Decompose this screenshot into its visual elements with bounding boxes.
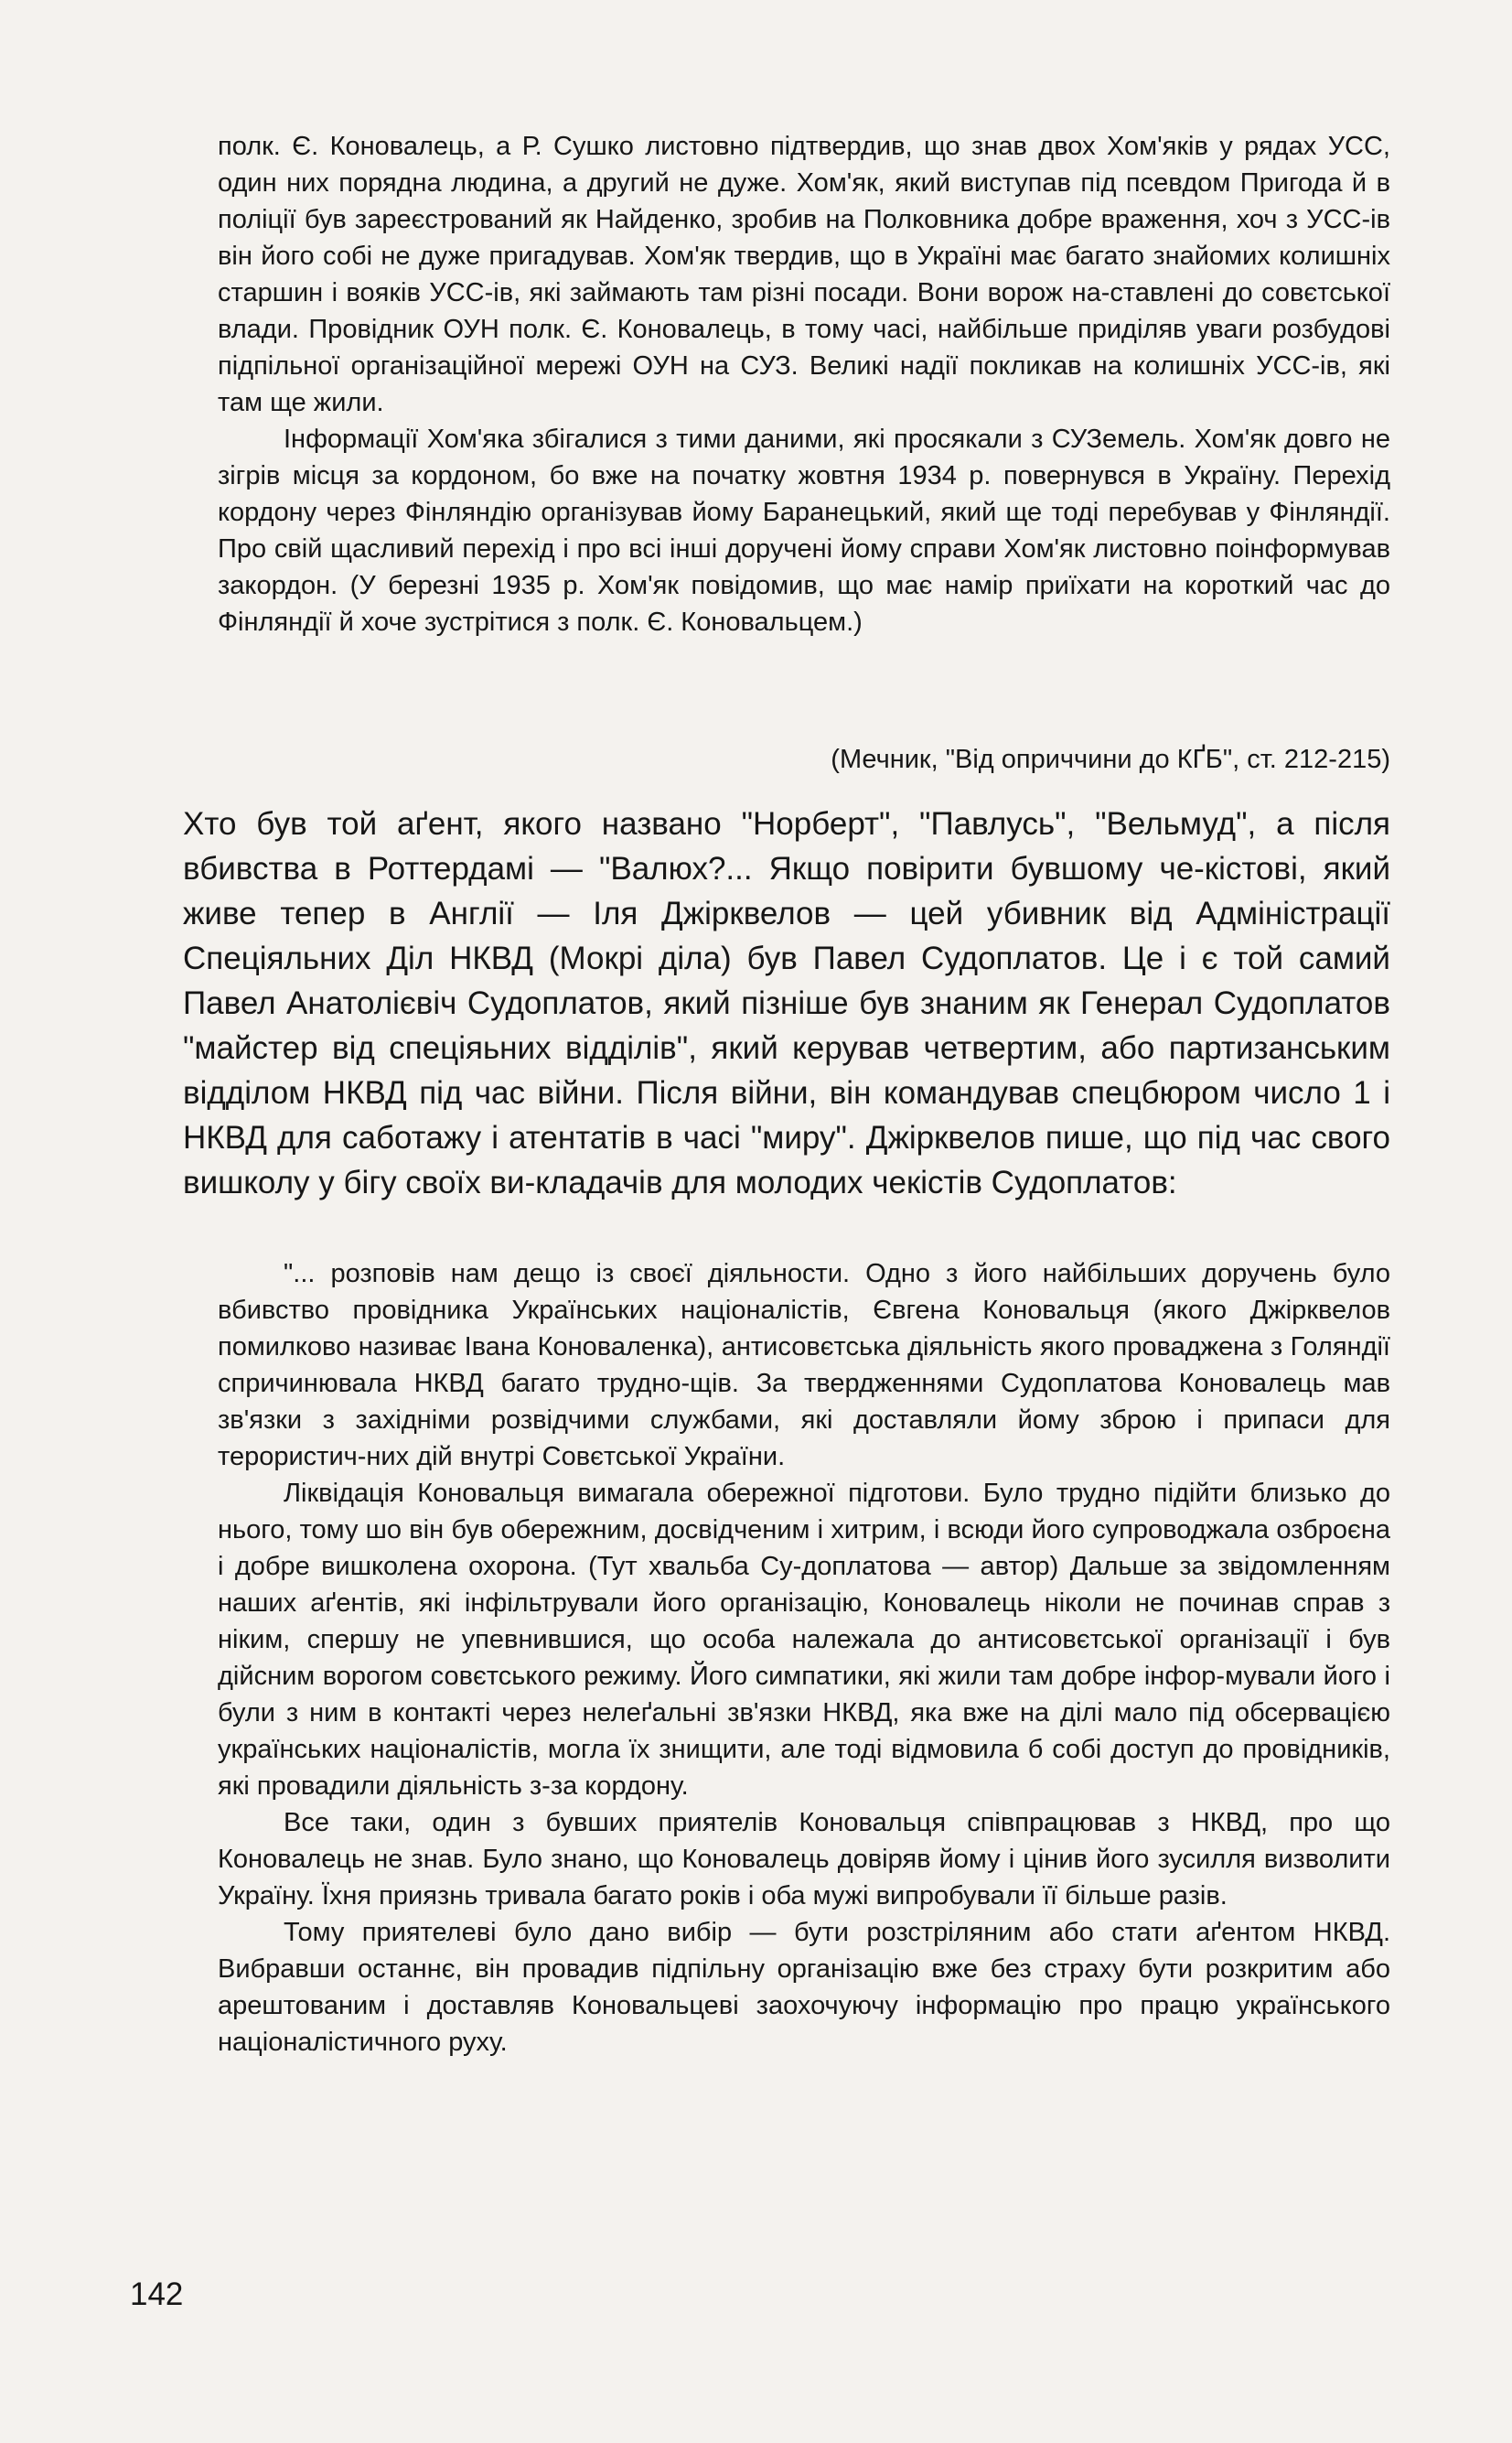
main-paragraph — [183, 802, 1390, 1205]
citation: (Мечник, "Від оприччини до КҐБ", ст. 212-215) — [831, 745, 1390, 774]
bottom-quote-block — [218, 1255, 1390, 2061]
quote-paragraph: Тому приятелеві було дано вибір — бути розстріляним або стати аґентом НКВД. Вибравши останнє, він провадив підпільну організацію вже без страху бути розкритим або арештованим і доставляв Коновальцеві заохочуючу інформацію про працю українського націоналістичного руху. — [218, 1918, 1390, 2057]
quote-paragraph: Інформації Хом'яка збігалися з тими даними, які просякали з СУЗемель. Хом'як довго не зігрів місця за кордоном, бо вже на початку жовтня 1934 р. повернувся в Україну. Перехід кордону через Фінляндію організував йому Баранецький, який ще тоді перебував у Фінляндії. Про свій щасливий перехід і про всі інші доручені йому справи Хом'як листовно поінформував закордон. (У березні 1935 р. Хом'як повідомив, що має намір приїхати на короткий час до Фінляндії й хоче зустрітися з полк. Є. Коновальцем.) — [218, 425, 1390, 637]
quote-paragraph: Все таки, один з бувших приятелів Коновальця співпрацював з НКВД, про що Коновалець не знав. Було знано, що Коновалець довіряв йому і цінив його зусилля визволити Україну. Їхня приязнь тривала багато років і оба мужі випробували її більше разів. — [218, 1808, 1390, 1910]
quote-paragraph: Ліквідація Коновальця вимагала обережної підготови. Було трудно підійти близько до нього, тому шо він був обережним, досвідченим і хитрим, і всюди його супроводжала озброєна і добре вишколена охорона. (Тут хвальба Су-доплатова — автор) Дальше за звідомленням наших аґентів, які інфільтрували його організацію, Коновалець ніколи не починав справ з ніким, спершу не упевнившися, що особа належала до антисовєтської організації і був дійсним ворогом совєтського режиму. Його симпатики, які жили там добре інфор-мували його і були з ним в контакті через нелеґальні зв'язки НКВД, яка вже на ділі мало під обсервацією українських націоналістів, могла їх знищити, але тоді відмовила б собі доступ до провідників, які провадили діяльність з-за кордону. — [218, 1479, 1390, 1801]
page-number: 142 — [130, 2276, 184, 2312]
top-quote-block — [218, 128, 1390, 640]
quote-paragraph: "... розповів нам дещо із своєї діяльности. Одно з його найбільших доручень було вбивство провідника Українських націоналістів, Євгена Коновальця (якого Джірквелов помилково називає Івана Коноваленка), антисовєтська діяльність якого провадженa з Голяндії спричинювала НКВД багато трудно-щів. За твердженнями Судоплатова Коновалець мав зв'язки з західніми розвідчими службами, які доставляли йому зброю і припаси для терористич-них дій внутрі Совєтської України. — [218, 1259, 1390, 1471]
quote-paragraph: полк. Є. Коновалець, а Р. Сушко листовно підтвердив, що знав двох Хом'яків у рядах УСС, один них порядна людина, а другий не дуже. Хом'як, який виступав під псевдом Пригода й в поліції був зареєстрований як Найденко, зробив на Полковника добре враження, хоч з УСС-ів він його собі не дуже пригадував. Хом'як твердив, що в Україні має багато знайомих колишніх старшин і вояків УСС-ів, які займають там різні посади. Вони ворож на-ставлені до совєтської влади. Провідник ОУН полк. Є. Коновалець, в тому часі, найбільше приділяв уваги розбудові підпільної організаційної мережі ОУН на СУЗ. Великі надії покликав на колишніх УСС-ів, які там ще жили. — [218, 132, 1390, 417]
body-paragraph: Хто був той аґент, якого названо "Норберт", "Павлусь", "Вельмуд", а після вбивства в Роттердамі — "Валюх?... Якщо повірити бувшому че-кістові, який живе тепер в Англії — Іля Джірквелов — цей убивник від Адміністрації Спеціяльних Діл НКВД (Мокрі діла) був Павел Судоплатов. Це і є той самий Павел Анатолієвіч Судоплатов, який пізніше був знаним як Генерал Судоплатов "майстер від спеціяьних відділів", який керував четвертим, або партизанським відділом НКВД під час війни. Після війни, він командував спецбюром число 1 і НКВД для саботажу і атентатів в часі "миру". Джірквелов пише, що під час свого вишколу у бігу своїх ви-кладачів для молодих чекістів Судоплатов: — [183, 806, 1390, 1200]
